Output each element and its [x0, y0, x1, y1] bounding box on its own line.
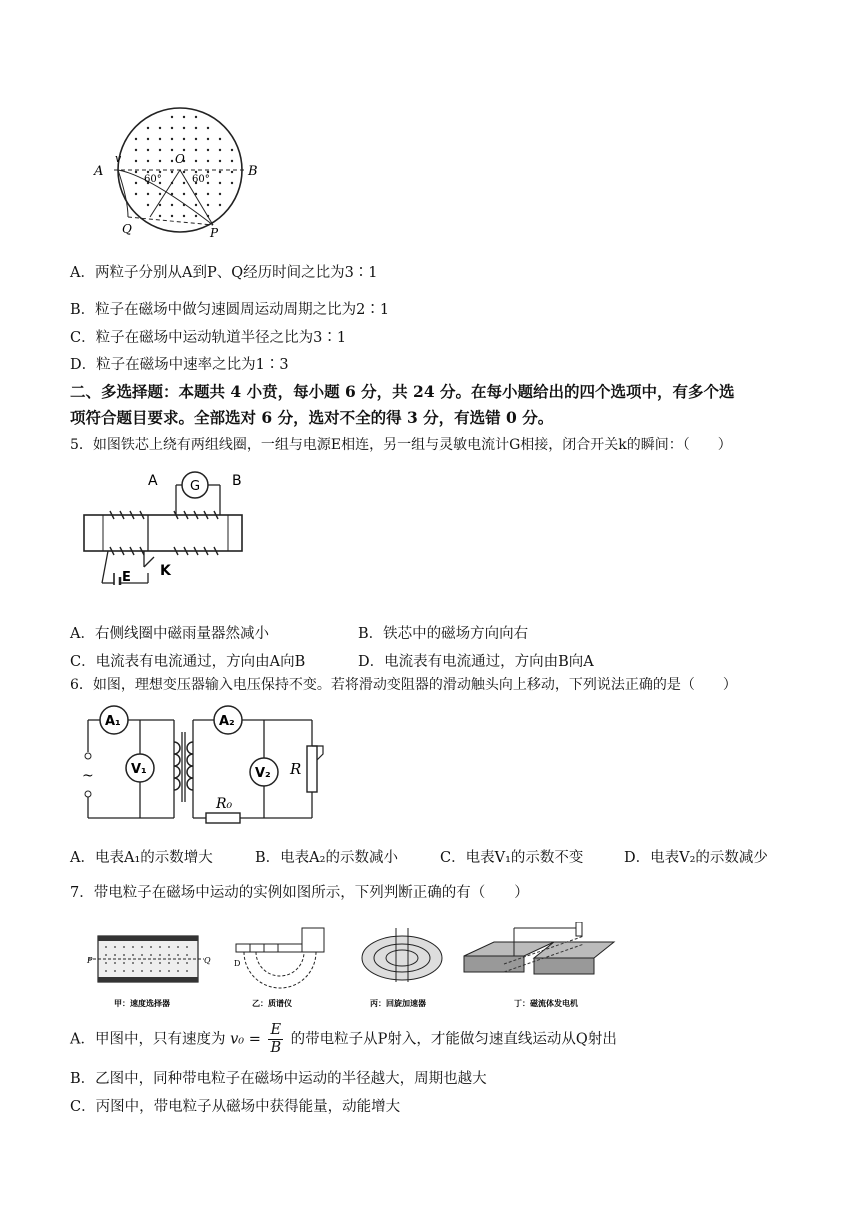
- field-dot: [177, 954, 179, 956]
- fig4-label-B: B: [248, 164, 258, 179]
- field-dot: [105, 970, 107, 972]
- q7-option-b: B．乙图中，同种带电粒子在磁场中运动的半径越大，周期也越大: [70, 1071, 487, 1087]
- field-dot: [147, 138, 149, 140]
- q7-caption-yi: 乙：质谱仪: [252, 999, 292, 1008]
- field-dot: [114, 962, 116, 964]
- field-dot: [231, 182, 233, 184]
- field-dot: [186, 970, 188, 972]
- field-dot: [132, 970, 134, 972]
- q7-option-c: C．丙图中，带电粒子从磁场中获得能量，动能增大: [70, 1099, 401, 1115]
- q7-fig-mhd-generator: [464, 922, 614, 974]
- field-dot: [105, 946, 107, 948]
- field-dot: [171, 116, 173, 118]
- q4-option-d: D．粒子在磁场中速率之比为1∶3: [70, 357, 289, 373]
- q7-caption-bing: 丙：回旋加速器: [370, 999, 426, 1008]
- q5-option-c: C．电流表有电流通过，方向由A向B: [70, 654, 306, 670]
- fig4-angle-left: 60°: [144, 174, 162, 185]
- field-dot: [183, 182, 185, 184]
- field-dot: [177, 946, 179, 948]
- field-dot: [105, 954, 107, 956]
- field-dot: [207, 193, 209, 195]
- field-dot: [231, 160, 233, 162]
- q5-fig-label-E: E: [122, 570, 131, 585]
- fig4-label-P: P: [210, 226, 219, 240]
- field-dot: [219, 193, 221, 195]
- field-dot: [219, 204, 221, 206]
- field-dot: [183, 138, 185, 140]
- field-dot: [135, 138, 137, 140]
- field-dot: [183, 149, 185, 151]
- q4-option-a: A．两粒子分别从A到P、Q经历时间之比为3∶1: [70, 265, 378, 281]
- field-dot: [159, 962, 161, 964]
- fig4-label-O: O: [175, 152, 185, 166]
- field-dot: [231, 171, 233, 173]
- field-dot: [150, 970, 152, 972]
- svg-text:P: P: [87, 956, 93, 965]
- field-dot: [135, 182, 137, 184]
- field-dot: [183, 215, 185, 217]
- q6-option-a: A．电表A₁的示数增大: [70, 850, 213, 866]
- q6-fig-label-V2: V₂: [255, 766, 271, 781]
- field-dot: [105, 962, 107, 964]
- q7-fig-velocity-selector: [86, 936, 211, 982]
- q7-caption-ding: 丁：磁流体发电机: [514, 999, 578, 1008]
- q7-option-a-pre: A．甲图中，只有速度为: [70, 1031, 226, 1048]
- field-dot: [123, 946, 125, 948]
- fig4-angle-right: 60°: [192, 174, 210, 185]
- field-dot: [135, 171, 137, 173]
- q7-fig-mass-spectrometer: [234, 928, 324, 988]
- field-dot: [114, 954, 116, 956]
- field-dot: [219, 149, 221, 151]
- q4-option-b: B．粒子在磁场中做匀速圆周运动周期之比为2∶1: [70, 302, 390, 318]
- field-dot: [141, 970, 143, 972]
- section2-header-line2: 项符合题目要求。全部选对 6 分，选对不全的得 3 分，有选错 0 分。: [70, 408, 554, 427]
- field-dot: [147, 127, 149, 129]
- field-dot: [171, 149, 173, 151]
- field-dot: [141, 962, 143, 964]
- field-dot: [195, 171, 197, 173]
- q7-fraction-denominator: B: [270, 1040, 282, 1056]
- fig4-label-A: A: [94, 164, 104, 179]
- field-dot: [159, 954, 161, 956]
- field-dot: [123, 954, 125, 956]
- field-dot: [168, 946, 170, 948]
- field-dot: [219, 171, 221, 173]
- field-dot: [159, 215, 161, 217]
- q4-option-c: C．粒子在磁场中运动轨道半径之比为3∶1: [70, 330, 347, 346]
- q5-fig-label-G: G: [190, 479, 201, 494]
- field-dot: [159, 171, 161, 173]
- field-dot: [207, 171, 209, 173]
- field-dot: [177, 970, 179, 972]
- field-dot: [114, 946, 116, 948]
- field-dot: [150, 954, 152, 956]
- field-dot: [168, 970, 170, 972]
- field-dot: [219, 160, 221, 162]
- q6-fig-label-R: R: [290, 760, 302, 778]
- q7-option-a-var: v₀ =: [230, 1031, 261, 1048]
- q5-stem: 5．如图铁芯上绕有两组线圈，一组与电源E相连，另一组与灵敏电流计G相接，闭合开关k的瞬间：（ ）: [70, 437, 732, 453]
- q7-figures-row: [84, 922, 634, 1010]
- q6-fig-label-A1: A₁: [105, 714, 121, 729]
- field-dot: [159, 204, 161, 206]
- q5-fig-label-A: A: [148, 473, 158, 489]
- q7-option-a-post: 的带电粒子从P射入，才能做匀速直线运动从Q射出: [290, 1031, 617, 1048]
- q7-fig-cyclotron: [362, 928, 442, 982]
- field-dot: [159, 193, 161, 195]
- field-dot: [123, 962, 125, 964]
- q7-fraction: [268, 1022, 283, 1057]
- field-dot: [150, 946, 152, 948]
- field-dot: [183, 116, 185, 118]
- field-dot: [183, 171, 185, 173]
- field-dot: [159, 138, 161, 140]
- field-dot: [195, 204, 197, 206]
- field-dot: [219, 182, 221, 184]
- fig4-label-v: v: [115, 152, 122, 165]
- field-dot: [195, 138, 197, 140]
- q6-fig-ac-source: ~: [82, 768, 94, 784]
- field-dot: [135, 193, 137, 195]
- field-dot: [147, 193, 149, 195]
- field-dot: [159, 160, 161, 162]
- field-dot: [183, 127, 185, 129]
- field-dot: [207, 149, 209, 151]
- fig4-label-Q: Q: [122, 222, 132, 236]
- q5-fig-label-K: K: [160, 563, 171, 579]
- field-dot: [168, 962, 170, 964]
- field-dot: [114, 970, 116, 972]
- svg-text:D: D: [234, 959, 241, 968]
- section2-header-line1: 二、多选择题：本题共 4 小贲，每小题 6 分，共 24 分。在每小题给出的四个选项中，有多个选: [70, 382, 735, 401]
- field-dot: [195, 127, 197, 129]
- field-dot: [207, 127, 209, 129]
- field-dot: [171, 127, 173, 129]
- field-dot: [159, 149, 161, 151]
- q5-fig-label-B: B: [232, 473, 242, 489]
- q7-option-a: [70, 1022, 617, 1057]
- field-dot: [171, 138, 173, 140]
- q6-fig-label-A2: A₂: [219, 714, 235, 729]
- field-dot: [159, 946, 161, 948]
- q7-fraction-numerator: E: [270, 1022, 282, 1038]
- field-dot: [186, 954, 188, 956]
- field-dot: [171, 204, 173, 206]
- field-dot: [123, 970, 125, 972]
- field-dot: [147, 204, 149, 206]
- svg-text:Q: Q: [204, 956, 211, 965]
- field-dot: [150, 962, 152, 964]
- field-dot: [186, 946, 188, 948]
- field-dot: [195, 116, 197, 118]
- field-dot: [159, 970, 161, 972]
- field-dot: [141, 946, 143, 948]
- q7-caption-jia: 甲：速度选择器: [114, 999, 170, 1008]
- field-dot: [135, 160, 137, 162]
- field-dot: [147, 171, 149, 173]
- field-dot: [195, 215, 197, 217]
- field-dot: [171, 171, 173, 173]
- field-dot: [168, 954, 170, 956]
- field-dot: [132, 954, 134, 956]
- q5-option-d: D．电流表有电流通过，方向由B向A: [358, 654, 594, 670]
- field-dot: [147, 149, 149, 151]
- q6-option-b: B．电表A₂的示数减小: [255, 850, 398, 866]
- q6-transformer-circuit-figure: [78, 702, 340, 830]
- q7-stem: 7．带电粒子在磁场中运动的实例如图所示，下列判断正确的有（ ）: [70, 885, 529, 901]
- field-dot: [207, 138, 209, 140]
- field-dot: [171, 160, 173, 162]
- field-dot: [207, 160, 209, 162]
- field-dot: [147, 160, 149, 162]
- field-dot: [132, 946, 134, 948]
- field-dot: [135, 149, 137, 151]
- field-dot: [231, 149, 233, 151]
- q5-option-b: B．铁芯中的磁场方向向右: [358, 626, 529, 642]
- q6-option-c: C．电表V₁的示数不变: [440, 850, 584, 866]
- field-dot: [195, 149, 197, 151]
- field-dot: [219, 138, 221, 140]
- field-dot: [195, 160, 197, 162]
- q6-fig-label-R0: R₀: [216, 796, 233, 812]
- q4-magnetic-field-figure: [88, 105, 263, 240]
- field-dot: [141, 954, 143, 956]
- field-dot: [207, 204, 209, 206]
- field-dot: [183, 193, 185, 195]
- field-dot: [171, 215, 173, 217]
- q5-option-a: A．右侧线圈中磁雨量器然减小: [70, 626, 269, 642]
- field-dot: [186, 962, 188, 964]
- q6-stem: 6．如图，理想变压器输入电压保持不变。若将滑动变阻器的滑动触头向上移动，下列说法正确的是（ ）: [70, 677, 737, 693]
- q6-option-d: D．电表V₂的示数减少: [624, 850, 768, 866]
- field-dot: [159, 127, 161, 129]
- field-dot: [177, 962, 179, 964]
- q5-coil-circuit-figure: [78, 465, 258, 585]
- q6-fig-label-V1: V₁: [131, 762, 147, 777]
- field-dot: [132, 962, 134, 964]
